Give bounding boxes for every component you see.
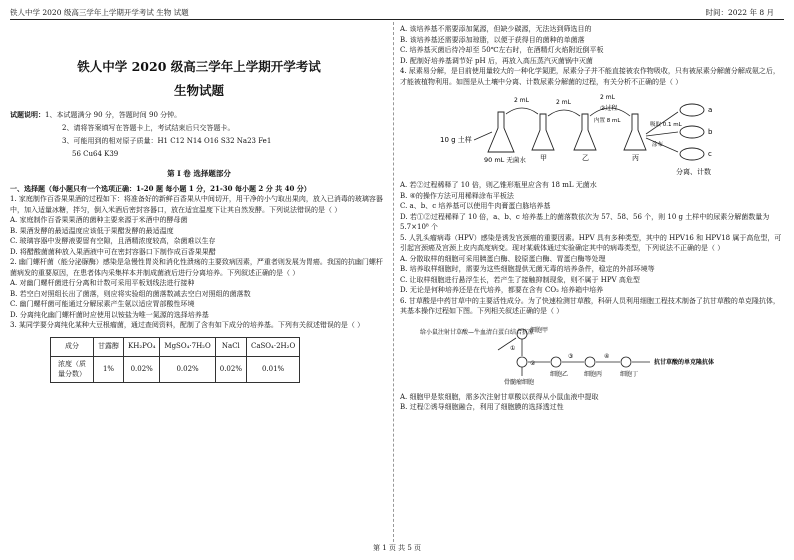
q5-stem: 5. 人乳头瘤病毒（HPV）感染是诱发宫颈癌的重要因素。HPV 具有多种类型，其中的 HPV16 和 HPV18 属于高危型，可引起宫颈癌及宫颈上皮内高度病变。现对某载体通过实验确定其中的病毒类型，下列说法不正确的是（ ） (400, 233, 782, 252)
q3-stem: 3. 某同学要分离纯化某种大豆根瘤菌，通过查阅资料，配制了含有如下成分的培养基。下列有关叙述错误的是（ ） (10, 321, 365, 329)
q3-option-b: B. 该培养基还需要添加琼脂，以便于获得目的菌种的单菌落 (400, 35, 585, 44)
antibody-figure (420, 320, 750, 390)
section-heading: 第 I 卷 选择题部分 (167, 169, 231, 178)
arrow2-label: 2 mL (556, 99, 571, 106)
inject-line: 给小鼠注射甘草酸—牛血清白蛋白结合抗原 (420, 328, 535, 336)
table-cell: 成分 (51, 337, 94, 356)
q5-option-b: B. 培养取样细胞时，需要为这些细胞提供无菌无毒的培养条件，稳定的外部环境等 (400, 265, 655, 273)
soil-arrow (474, 132, 492, 140)
cell-bing-label: 细胞丙 (584, 370, 603, 378)
table-cell: 0.01% (246, 356, 299, 382)
table-cell: MgSO₄·7H₂O (160, 337, 215, 356)
q4-stem: 4. 尿素易分解，是目前使用量较大的一种化学氮肥，尿素分子并不能直接被农作物吸收，只有被尿素分解菌分解成氨之后，才能被植物利用。如图是从土壤中分离、计数尿素分解菌的过程，有关分析不正确的是（ ） (400, 67, 780, 86)
exam-notes (10, 108, 388, 161)
table-header-row (51, 337, 300, 356)
note-3a: 3、可能用到的相对原子质量：H1 C12 N14 O16 S32 Na23 Fe1 (62, 137, 272, 145)
note-2: 2、请将答案填写在答题卡上，考试结束后只交答题卡。 (62, 124, 235, 132)
step-1-label: ① (510, 344, 516, 352)
step-label: ②过程 (600, 105, 618, 112)
result-label: 分离、计数 (676, 168, 711, 176)
notes-label: 试题说明： (10, 110, 45, 119)
soil-label: 10 g 土样 (440, 136, 472, 144)
q1-option-c: C. 玻璃容器中发酵液要留有空隙，且酒精浓度较高，杂菌难以生存 (10, 237, 216, 245)
dilution-figure (440, 90, 730, 178)
step-2-label: ② (530, 359, 536, 367)
q3-option-d: D. 配制好培养基调节好 pH 后，再放入高压蒸汽灭菌锅中灭菌 (400, 56, 593, 65)
q6-option-b: B. 过程②诱导细胞融合，利用了细胞膜的选择透过性 (400, 403, 564, 411)
column-divider (393, 22, 394, 542)
table-row (51, 356, 300, 382)
flask-yi (574, 114, 596, 150)
arrow1-label: 2 mL (514, 97, 529, 104)
plate-a-label: a (708, 106, 713, 114)
flask-bing (624, 114, 646, 150)
marrow-label: 骨髓瘤细胞 (504, 378, 535, 386)
q5-option-a: A. 分散取样的细胞可采用胰蛋白酶、胶原蛋白酶、胃蛋白酶等处理 (400, 254, 606, 263)
q2-option-b: B. 若空白对照组长出了菌落，则应将实验组的菌落数减去空白对照组的菌落数 (10, 289, 251, 298)
product-label: 抗甘草酸的单克隆抗体 (654, 358, 715, 366)
header-right: 时间：2022 年 8 月 (705, 8, 774, 17)
q1-option-d: D. 将醋酸菌菌种放入果酒液中可在密封容器口下制作成百香果果醋 (10, 247, 216, 256)
table-cell: 1% (94, 356, 124, 382)
table-cell: 0.02% (160, 356, 215, 382)
table-cell: 0.02% (124, 356, 160, 382)
q3-option-c: C. 培养基灭菌后待冷却至 50℃左右时，在酒精灯火焰附近倒平板 (400, 46, 604, 54)
plate-a (680, 104, 704, 116)
q5-option-c: C. 让取样细胞进行悬浮生长，若产生了接触抑制现象，则不属于 HPV 高危型 (400, 275, 640, 284)
plate-b (680, 126, 704, 138)
vol-label: 内置 8 mL (594, 118, 621, 124)
transfer-arrow-1 (506, 108, 538, 114)
q2-option-d: D. 分离纯化幽门螺杆菌时应使用以铵盐为唯一氮源的选择培养基 (10, 310, 209, 319)
q4-option-c: C. a、b、c 培养基可以使用牛肉膏蛋白胨培养基 (400, 202, 551, 210)
q4-option-b: B. ④的操作方法可用稀释涂布平板法 (400, 191, 514, 200)
spread-label: 涂布 (652, 142, 664, 148)
q5-option-d: D. 无论是何种培养还是在代培养，都要在含有 CO₂ 培养箱中培养 (400, 286, 604, 294)
medium-table (50, 337, 300, 383)
step-4-label: ④ (604, 352, 610, 360)
flask-jia (532, 114, 554, 150)
page-footer: 第 1 页 共 5 页 (372, 544, 422, 552)
dilution-diagram (440, 90, 730, 178)
antibody-diagram (420, 320, 750, 390)
step-3-label: ③ (568, 352, 574, 360)
left-column (10, 24, 388, 383)
cell-ding-label: 细胞丁 (620, 370, 639, 378)
q1-option-a: A. 家庭制作百香果果酒的菌种主要来源于米酒中的酵母菌 (10, 216, 188, 224)
right-column (400, 24, 784, 413)
table-cell: 0.02% (215, 356, 246, 382)
q1-option-b: B. 果酒发酵的最适温度应该低于果醋发酵的最适温度 (10, 226, 174, 235)
flask-bing-label: 丙 (632, 154, 639, 162)
table-cell: 浓度（质量分数） (51, 356, 94, 382)
cell-jia-label: 细胞甲 (530, 326, 549, 334)
q4-option-d: D. 若①②过程稀释了 10 倍，a、b、c 培养基上的菌落数依次为 57、58、56 个，则 10 g 土样中的尿素分解菌数量为 5.7×10⁸ 个 (400, 212, 770, 231)
exam-title: 铁人中学 2020 级高三学年上学期开学考试 (77, 59, 321, 74)
page-header (10, 6, 784, 20)
q3-option-a: A. 该培养基不需要添加氮源，但缺少碳源，无法达到筛选目的 (400, 25, 592, 33)
table-cell: NaCl (215, 337, 246, 356)
plate-c-label: c (708, 150, 712, 158)
q6-option-a: A. 细胞甲是浆细胞，需多次注射甘草酸以获得从小鼠血液中提取 (400, 392, 599, 401)
table-cell: 甘露醇 (94, 337, 124, 356)
arrow3-label: 2 mL (600, 94, 615, 101)
note-1: 1、本试题满分 90 分，答题时间 90 分钟。 (45, 111, 182, 119)
q4-option-a: A. 若②过程稀释了 10 倍，则乙锥形瓶里应含有 18 mL 无菌水 (400, 181, 597, 189)
plate-arrow-b (646, 132, 678, 136)
q6-stem: 6. 甘草酸是中药甘草中的主要活性成分。为了快速检测甘草酸，科研人员利用细胞工程技术制备了抗甘草酸的单克隆抗体，其基本操作过程如下图。下列相关叙述正确的是（ ） (400, 296, 780, 315)
exam-subject: 生物试题 (173, 83, 224, 98)
cell-ding-node (621, 357, 631, 367)
plate-c (680, 148, 704, 160)
cell-yi-icon (517, 357, 527, 367)
take-label: 吸取 0.1 mL (650, 122, 682, 128)
water-label: 90 mL 无菌水 (484, 156, 526, 164)
flask-jia-label: 甲 (540, 154, 547, 162)
table-cell: CaSO₄·2H₂O (246, 337, 299, 356)
note-3b: 56 Cu64 K39 (72, 150, 119, 158)
q2-option-a: A. 对幽门螺杆菌进行分离和计数可采用平板划线法进行接种 (10, 279, 195, 287)
table-cell: KH₂PO₄ (124, 337, 160, 356)
q2-stem: 2. 幽门螺杆菌（能分泌脲酶）感染是急慢性胃炎和消化性溃疡的主要致病因素，严重者则发展为胃癌。我国的抗幽门螺杆菌病发的重要原因，在患者体内采集样本并制成菌液后进行分离培养。下列叙述正确的是（ ） (10, 258, 383, 277)
header-left: 铁人中学 2020 级高三学年上学期开学考试 生物 试题 (10, 8, 189, 17)
plate-b-label: b (708, 128, 713, 136)
q2-option-c: C. 幽门螺杆菌可能通过分解尿素产生氨以适应胃部酸性环境 (10, 300, 195, 308)
cell-yi-node (551, 357, 561, 367)
cell-yi-label: 细胞乙 (550, 370, 569, 378)
part-heading: 一、选择题（每小题只有一个选项正确：1-20 题 每小题 1 分，21-30 每小题 2 分 共 40 分） (10, 183, 311, 193)
transfer-arrow-2 (548, 110, 580, 116)
q1-stem: 1. 家庭制作百香果果酒的过程如下：将准备好的新鲜百香果从中间切开，用干净的小勺取出果肉，放入已消毒的玻璃容器中，加入适量冰糖，拌匀，倒入米酒后密封容器口，放在适宜温度下让其自然发酵。下列说法错误的是（ ） (10, 195, 383, 214)
cell-bing-node (585, 357, 595, 367)
flask-yi-label: 乙 (582, 154, 589, 162)
